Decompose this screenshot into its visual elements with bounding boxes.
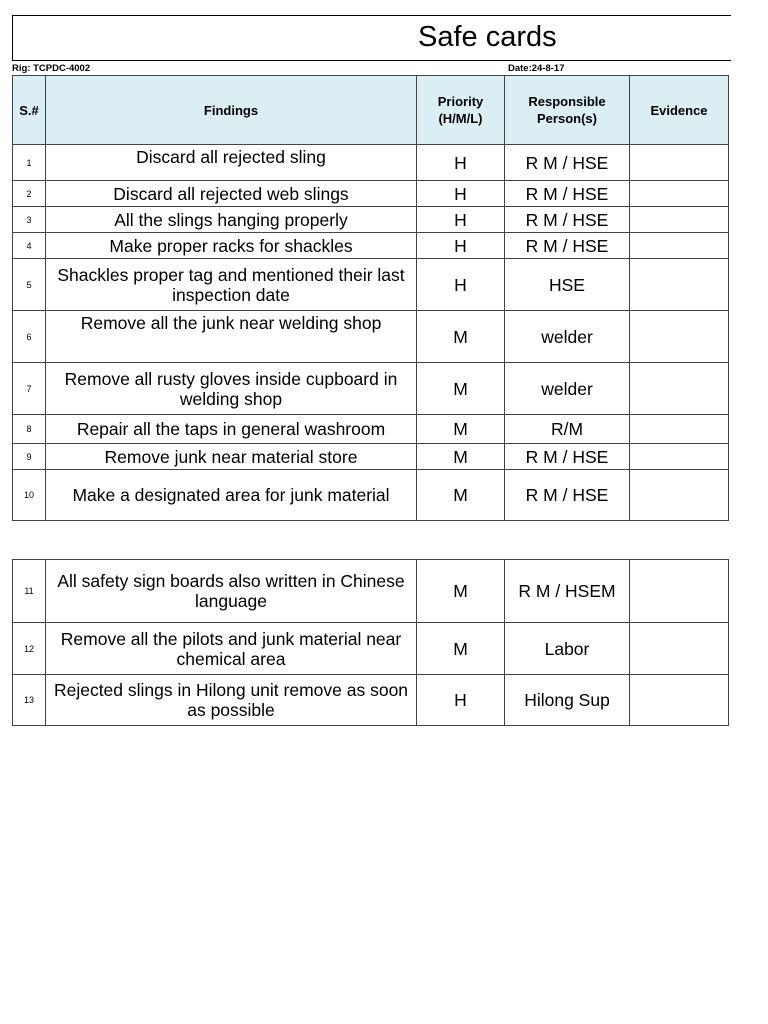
row-finding: All safety sign boards also written in Chinese language <box>46 560 417 623</box>
title-box <box>12 15 731 61</box>
row-responsible: R M / HSE <box>505 145 630 181</box>
row-responsible: R M / HSE <box>505 207 630 233</box>
row-responsible: R M / HSEM <box>505 560 630 623</box>
row-evidence <box>630 415 729 444</box>
row-evidence <box>630 207 729 233</box>
row-evidence <box>630 259 729 311</box>
row-evidence <box>630 311 729 363</box>
row-evidence <box>630 675 729 726</box>
row-finding: Remove all the pilots and junk material near chemical area <box>46 623 417 675</box>
row-sn: 2 <box>13 181 46 207</box>
row-evidence <box>630 623 729 675</box>
row-evidence <box>630 233 729 259</box>
table-row <box>13 444 729 470</box>
row-finding: Remove junk near material store <box>46 444 417 470</box>
table-row <box>13 181 729 207</box>
row-sn: 1 <box>13 145 46 181</box>
findings-table <box>12 75 729 521</box>
row-evidence <box>630 145 729 181</box>
findings-table-continued <box>12 559 729 726</box>
row-finding: Repair all the taps in general washroom <box>46 415 417 444</box>
row-responsible: Labor <box>505 623 630 675</box>
row-priority: M <box>417 623 505 675</box>
row-sn: 7 <box>13 363 46 415</box>
row-priority: H <box>417 675 505 726</box>
row-priority: H <box>417 233 505 259</box>
rig-label: Rig: TCPDC-4002 <box>12 63 91 74</box>
row-finding: Make proper racks for shackles <box>46 233 417 259</box>
header-findings: Findings <box>46 76 417 145</box>
row-finding: Remove all rusty gloves inside cupboard in welding shop <box>46 363 417 415</box>
row-priority: M <box>417 311 505 363</box>
row-responsible: R M / HSE <box>505 470 630 521</box>
table-row <box>13 259 729 311</box>
row-finding: All the slings hanging properly <box>46 207 417 233</box>
row-evidence <box>630 181 729 207</box>
table-header-row <box>13 76 729 145</box>
row-priority: M <box>417 560 505 623</box>
row-priority: H <box>417 207 505 233</box>
row-responsible: HSE <box>505 259 630 311</box>
row-sn: 12 <box>13 623 46 675</box>
row-finding: Discard all rejected web slings <box>46 181 417 207</box>
document-title: Safe cards <box>418 21 557 53</box>
header-sn: S.# <box>13 76 46 145</box>
row-evidence <box>630 363 729 415</box>
table-row <box>13 311 729 363</box>
row-sn: 9 <box>13 444 46 470</box>
row-evidence <box>630 470 729 521</box>
row-priority: M <box>417 470 505 521</box>
table-row <box>13 560 729 623</box>
date-label: Date:24-8-17 <box>508 63 565 74</box>
table-row <box>13 233 729 259</box>
row-sn: 13 <box>13 675 46 726</box>
row-priority: H <box>417 145 505 181</box>
row-responsible: R M / HSE <box>505 181 630 207</box>
table-row <box>13 145 729 181</box>
table-row <box>13 623 729 675</box>
table-row <box>13 415 729 444</box>
row-sn: 11 <box>13 560 46 623</box>
row-responsible: R M / HSE <box>505 233 630 259</box>
row-evidence <box>630 560 729 623</box>
row-priority: H <box>417 181 505 207</box>
row-sn: 10 <box>13 470 46 521</box>
table-row <box>13 207 729 233</box>
row-responsible: R M / HSE <box>505 444 630 470</box>
row-priority: M <box>417 444 505 470</box>
table-row <box>13 675 729 726</box>
row-evidence <box>630 444 729 470</box>
table-row <box>13 363 729 415</box>
row-sn: 8 <box>13 415 46 444</box>
row-priority: M <box>417 363 505 415</box>
row-priority: M <box>417 415 505 444</box>
row-sn: 3 <box>13 207 46 233</box>
header-priority: Priority (H/M/L) <box>417 76 505 145</box>
row-responsible: welder <box>505 311 630 363</box>
row-sn: 6 <box>13 311 46 363</box>
row-finding: Discard all rejected sling <box>46 145 417 181</box>
table-row <box>13 470 729 521</box>
row-finding: Rejected slings in Hilong unit remove as soon as possible <box>46 675 417 726</box>
header-responsible: Responsible Person(s) <box>505 76 630 145</box>
row-finding: Make a designated area for junk material <box>46 470 417 521</box>
header-evidence: Evidence <box>630 76 729 145</box>
row-responsible: Hilong Sup <box>505 675 630 726</box>
row-sn: 5 <box>13 259 46 311</box>
row-sn: 4 <box>13 233 46 259</box>
row-finding: Shackles proper tag and mentioned their last inspection date <box>46 259 417 311</box>
row-responsible: R/M <box>505 415 630 444</box>
row-finding: Remove all the junk near welding shop <box>46 311 417 363</box>
row-priority: H <box>417 259 505 311</box>
row-responsible: welder <box>505 363 630 415</box>
